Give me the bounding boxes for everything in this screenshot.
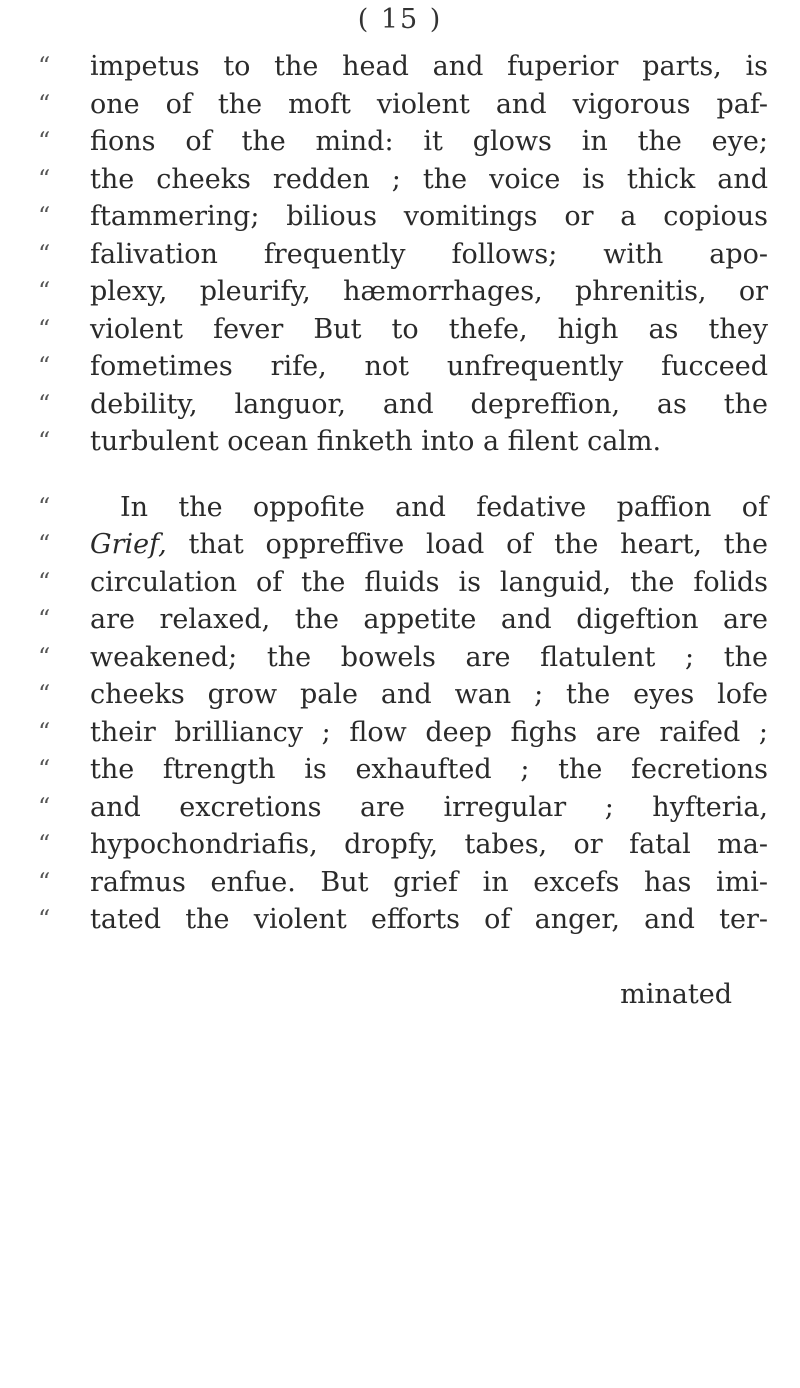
- line-text: plexy, pleurify, hæmorrhages, phrenitis, or: [90, 276, 768, 307]
- text-line: [38, 198, 768, 236]
- text-line: [38, 826, 768, 864]
- line-text: violent fever But to thefe, high as they: [90, 313, 768, 345]
- quote-mark: “: [38, 89, 51, 118]
- quote-mark: “: [38, 277, 51, 305]
- text-line: [38, 123, 768, 161]
- text-line: [38, 489, 768, 527]
- line-text: impetus to the head and fuperior parts, is: [90, 51, 768, 82]
- line-text: debility, languor, and depreffion, as the: [90, 388, 768, 420]
- catchword: minated: [620, 979, 732, 1010]
- line-text: one of the moft violent and vigorous paf-: [90, 88, 768, 120]
- line-text: circulation of the fluids is languid, the folids: [90, 566, 768, 598]
- quote-mark: “: [38, 202, 51, 230]
- quote-mark: “: [38, 239, 51, 268]
- paragraph-gap: [38, 461, 768, 489]
- text-line: [38, 386, 768, 424]
- line-text-mixed: [90, 526, 768, 564]
- text-line: [38, 564, 768, 602]
- line-text: falivation frequently follows; with apo-: [90, 238, 768, 270]
- text-line: [38, 236, 768, 274]
- line-text: fions of the mind: it glows in the eye;: [90, 126, 768, 157]
- quote-mark: “: [38, 792, 51, 821]
- line-text: In the oppofite and fedative paffion of: [120, 491, 768, 523]
- text-line: [38, 48, 768, 86]
- line-text: weakened; the bowels are flatulent ; the: [90, 641, 768, 673]
- quote-mark: “: [38, 389, 51, 418]
- line-text: and excretions are irregular ; hyfteria,: [90, 791, 768, 823]
- quote-mark: “: [38, 530, 51, 558]
- quote-mark: “: [38, 567, 51, 596]
- line-text: rafmus enfue. But grief in excefs has imi-: [90, 866, 768, 898]
- text-line: [38, 273, 768, 311]
- page-number: ( 15 ): [357, 4, 443, 35]
- quote-mark: “: [38, 52, 51, 80]
- line-text: ftammering; bilious vomitings or a copious: [90, 201, 768, 232]
- text-block: [38, 48, 768, 1014]
- text-line: [38, 714, 768, 752]
- text-line: [38, 601, 768, 639]
- quote-mark: “: [38, 642, 51, 671]
- quote-mark: “: [38, 605, 51, 633]
- line-text: turbulent ocean finketh into a filent calm.: [90, 426, 662, 457]
- line-text: are relaxed, the appetite and digeftion are: [90, 604, 768, 635]
- quote-mark: “: [38, 830, 51, 858]
- text-line: [38, 751, 768, 789]
- line-text: fometimes rife, not unfrequently fucceed: [90, 351, 768, 382]
- quote-mark: “: [38, 867, 51, 896]
- quote-mark: “: [38, 164, 51, 193]
- quote-mark: “: [38, 427, 51, 455]
- text-line: [38, 161, 768, 199]
- text-line: [38, 901, 768, 939]
- quote-mark: “: [38, 492, 51, 521]
- catchword-line: [38, 976, 768, 1014]
- line-text: that oppreffive load of the heart, the: [166, 529, 768, 560]
- italic-word-grief: Grief,: [90, 529, 167, 560]
- quote-mark: “: [38, 680, 51, 708]
- quote-mark: “: [38, 127, 51, 155]
- line-text: the ftrength is exhaufted ; the fecretions: [90, 754, 768, 785]
- text-line: [38, 348, 768, 386]
- text-line: [38, 639, 768, 677]
- line-text: the cheeks redden ; the voice is thick and: [90, 163, 768, 195]
- text-line: [38, 311, 768, 349]
- quote-mark: “: [38, 755, 51, 783]
- text-line: [38, 789, 768, 827]
- text-line: [38, 86, 768, 124]
- line-text: their brilliancy ; flow deep fighs are raifed ;: [90, 716, 768, 748]
- quote-mark: “: [38, 314, 51, 343]
- text-line: [38, 864, 768, 902]
- line-text: tated the violent efforts of anger, and ter-: [90, 904, 768, 935]
- quote-mark: “: [38, 352, 51, 380]
- text-line: [38, 939, 768, 977]
- text-line: [38, 526, 768, 564]
- quote-mark: “: [38, 717, 51, 746]
- line-text: cheeks grow pale and wan ; the eyes lofe: [90, 679, 768, 710]
- text-line: [38, 676, 768, 714]
- line-text: hypochondriafis, dropfy, tabes, or fatal ma-: [90, 829, 768, 860]
- text-line: [38, 423, 768, 461]
- quote-mark: “: [38, 905, 51, 933]
